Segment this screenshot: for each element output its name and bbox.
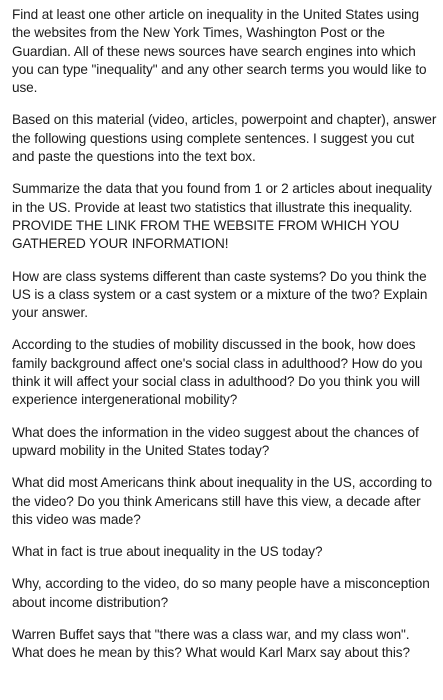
instructions-paragraph: Based on this material (video, articles, powerpoint and chapter), answer the following questions using complete sentences. I suggest you cut and paste the questions into the text box. [12,112,437,165]
question-upward-mobility: What does the information in the video suggest about the chances of upward mobility in the United States today? [12,424,419,458]
question-americans-view-inequality: What did most Americans think about inequality in the US, according to the video? Do you think Americans still have this view, a decade after this video was made? [12,475,432,527]
question-misconception-income: Why, according to the video, do so many people have a misconception about income distribution? [12,576,430,610]
question-warren-buffet-class-war: Warren Buffet says that "there was a class war, and my class won". What does he mean by this? What would Karl Marx say about this? [12,627,410,661]
intro-paragraph-find-article: Find at least one other article on inequality in the United States using the websites from the New York Times, Washington Post or the Guardian. All of these news sources have search engines into which you can type "inequality" and any other search terms you would like to use. [12,7,427,96]
question-family-background-mobility: According to the studies of mobility discussed in the book, how does family background affect one's social class in adulthood? How do you think it will affect your social class in adulthood? Do you think you will experience intergenerational mobility? [12,337,423,408]
question-truth-about-inequality: What in fact is true about inequality in the US today? [12,544,323,560]
question-class-vs-caste: How are class systems different than caste systems? Do you think the US is a class system or a cast system or a mixture of the two? Explain your answer. [12,268,428,321]
question-summarize-data: Summarize the data that you found from 1 or 2 articles about inequality in the US. Provide at least two statistics that illustrate this inequality. PROVIDE THE LINK FROM THE WEBSITE FROM WHICH YOU GATHERED YOUR INFORMATION! [12,181,432,252]
